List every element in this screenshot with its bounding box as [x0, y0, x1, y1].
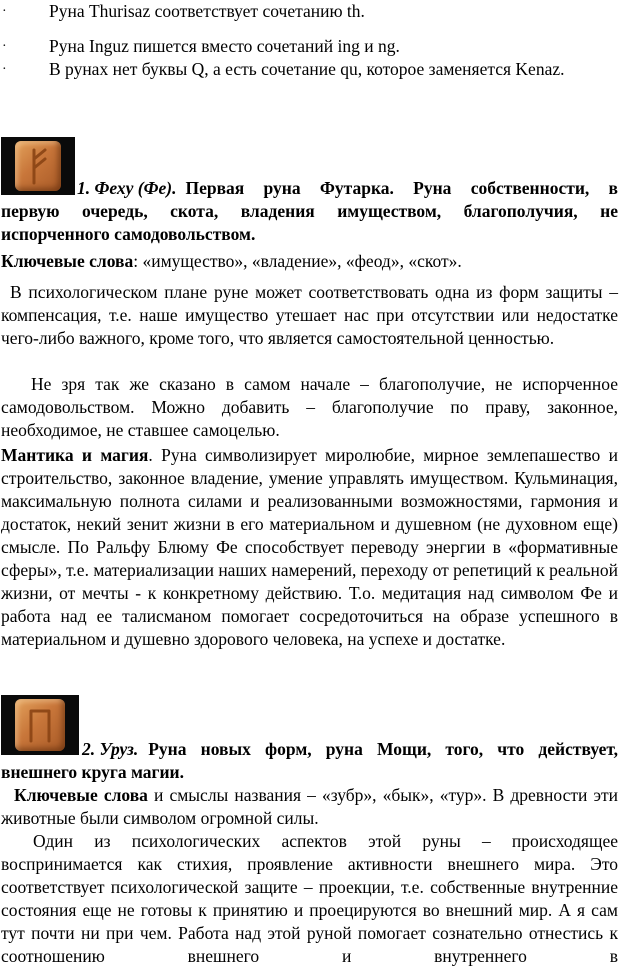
fehu-rune-icon — [1, 137, 75, 195]
uruz-heading-line2: внешнего круга магии. — [1, 762, 185, 782]
bullet-dot: · — [2, 39, 7, 54]
fehu-heading-number: 1. Феху (Фе). — [77, 178, 177, 198]
fehu-keywords — [1, 250, 462, 273]
bullet-dot: · — [2, 62, 7, 77]
uruz-heading-text: Руна новых форм, руна Мощи, того, что действует, — [148, 739, 618, 759]
uruz-keywords-text: и смыслы названия – «зубр», «бык», «тур». В древности эти животные были символом огромной силы. — [1, 785, 618, 828]
uruz-rune-icon — [1, 695, 79, 755]
fehu-heading-line2: первую очередь, скота, владения имуществом, благополучия, не — [1, 201, 618, 221]
fehu-psych-paragraph: В психологическом плане руне может соответствовать одна из форм защиты – компенсация, т.е. наше имущество утешает нас при отсутствии или недостатке чего-либо важного, кроме того, что является самостоятельной ценностью. — [1, 282, 618, 348]
fehu-keywords-label: Ключевые слова — [1, 251, 134, 271]
fehu-glyph-icon — [1, 137, 75, 195]
fehu-mantic-paragraph — [1, 444, 618, 651]
uruz-heading-number: 2. Уруз. — [82, 739, 139, 759]
uruz-glyph-icon — [1, 695, 79, 755]
uruz-heading-line1 — [82, 738, 618, 761]
fehu-wellbeing-paragraph: Не зря так же сказано в самом начале – благополучие, не испорченное самодовольством. Можно добавить – благополучие по праву, законное, необходимое, не ставшее самоцелью. — [1, 374, 618, 440]
fehu-keywords-text: : «имущество», «владение», «феод», «скот». — [133, 251, 462, 271]
bullet-item-thurisaz: Руна Thurisaz соответствует сочетанию th. — [49, 1, 365, 21]
fehu-mantic-text: . Руна символизирует миролюбие, мирное землепашество и строительство, законное владение, умение управлять имуществом. Кульминация, максимальную полнота силами и реализованными возможностями, гармония и достаток, некий зенит жизни в его материальном и душевном (не духовном еще) смысле. По Ральфу Блюму Фе способствует переводу энергии в «формативные сферы», т.е. материализации наших намерений, переходу от репетиций к реальной жизни, от мечты - к конкретному действию. Т.о. медитация над символом Фе и работа над ее талисманом помогает сосредоточиться на образе успешного в материальном и душевно здорового человека, на успехе и достатке. — [1, 445, 618, 649]
bullet-item-q: В рунах нет буквы Q, а есть сочетание qu, которое заменяется Kenaz. — [49, 59, 565, 79]
fehu-heading-line3: испорченного самодовольством. — [1, 224, 256, 244]
bullet-dot: · — [2, 4, 7, 19]
fehu-mantic-label: Мантика и магия — [1, 445, 149, 465]
uruz-psych-paragraph: Один из психологических аспектов этой руны – происходящее воспринимается как стихия, проявление активности внешнего мира. Это соответствует психологической защите – проекции, т.е. собственные внутренние состояния еще не готовы к принятию и проецируются во внешний мир. А я сам тут почти ни при чем. Работа над этой руной помогает сознательно отнестись к соотношению внешнего и внутреннего в — [1, 831, 618, 966]
bullet-item-inguz: Руна Inguz пишется вместо сочетаний ing и ng. — [49, 36, 400, 56]
uruz-keywords — [1, 784, 618, 830]
fehu-heading-text: Первая руна Футарка. Руна собственности, в — [185, 178, 618, 198]
uruz-keywords-label: Ключевые слова — [14, 785, 148, 805]
fehu-heading-line1 — [77, 177, 618, 200]
